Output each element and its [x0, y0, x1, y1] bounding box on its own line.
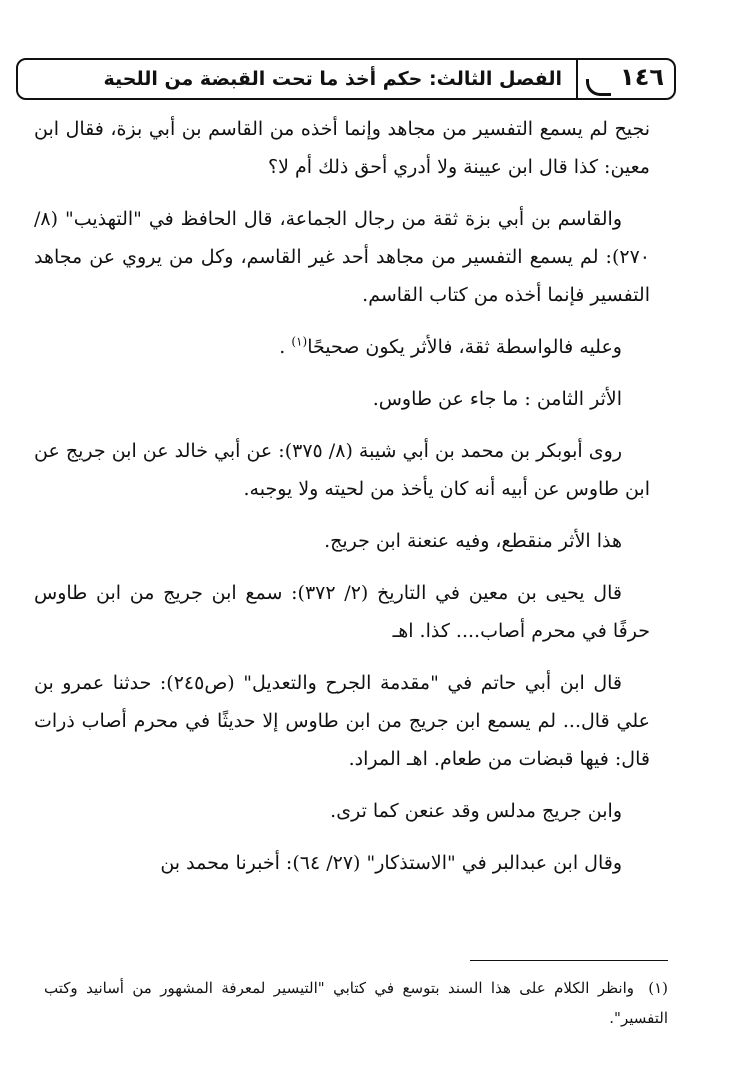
paragraph: وعليه فالواسطة ثقة، فالأثر يكون صحيحًا$^{(١)}$ .: [279, 334, 622, 358]
page-number-box: [576, 58, 674, 100]
footnote: [44, 973, 668, 1033]
page-number: ١٤٦: [620, 63, 664, 91]
section-heading: الأثر الثامن : ما جاء عن طاوس.: [372, 388, 622, 410]
footnote-text: وانظر الكلام على هذا السند بتوسع في كتابي "التيسير لمعرفة المشهور من أسانيد وكتب التفسير".: [44, 979, 668, 1027]
paragraph: والقاسم بن أبي بزة ثقة من رجال الجماعة، قال الحافظ في "التهذيب" (٨/ ٢٧٠): لم يسمع التفسير من مجاهد أحد غير القاسم، وكل من يروي عن مجاهد التفسير فإنما أخذه من كتاب القاسم.: [34, 208, 650, 306]
running-header: [16, 58, 676, 100]
paragraph: هذا الأثر منقطع، وفيه عنعنة ابن جريج.: [324, 530, 622, 552]
paragraph: نجيح لم يسمع التفسير من مجاهد وإنما أخذه من القاسم بن أبي بزة، فقال ابن معين: كذا قال ابن عيينة ولا أدري أحق ذلك أم لا؟: [34, 118, 650, 178]
paragraph: وابن جريج مدلس وقد عنعن كما ترى.: [330, 800, 622, 822]
page-curl-ornament: [586, 79, 611, 96]
footnote-number: (١): [648, 979, 668, 997]
footnote-reference: (١): [291, 334, 308, 349]
footnote-divider: [470, 960, 668, 961]
paragraph: وقال ابن عبدالبر في "الاستذكار" (٢٧/ ٦٤): أخبرنا محمد بن: [160, 852, 622, 874]
paragraph: قال ابن أبي حاتم في "مقدمة الجرح والتعديل" (ص٢٤٥): حدثنا عمرو بن علي قال... لم يسمع ابن جريج من ابن طاوس إلا حديثًا في محرم أصاب ذرات قال: فيها قبضات من طعام. اهـ المراد.: [34, 672, 650, 770]
chapter-title: الفصل الثالث: حكم أخذ ما تحت القبضة من اللحية: [103, 68, 562, 90]
paragraph: روى أبوبكر بن محمد بن أبي شيبة (٨/ ٣٧٥): عن أبي خالد عن ابن جريج عن ابن طاوس عن أبيه أنه كان يأخذ من لحيته ولا يوجبه.: [34, 440, 650, 500]
paragraph: قال يحيى بن معين في التاريخ (٢/ ٣٧٢): سمع ابن جريج من ابن طاوس حرفًا في محرم أصاب.... كذا. اهـ: [34, 582, 650, 642]
main-text: [34, 110, 650, 896]
